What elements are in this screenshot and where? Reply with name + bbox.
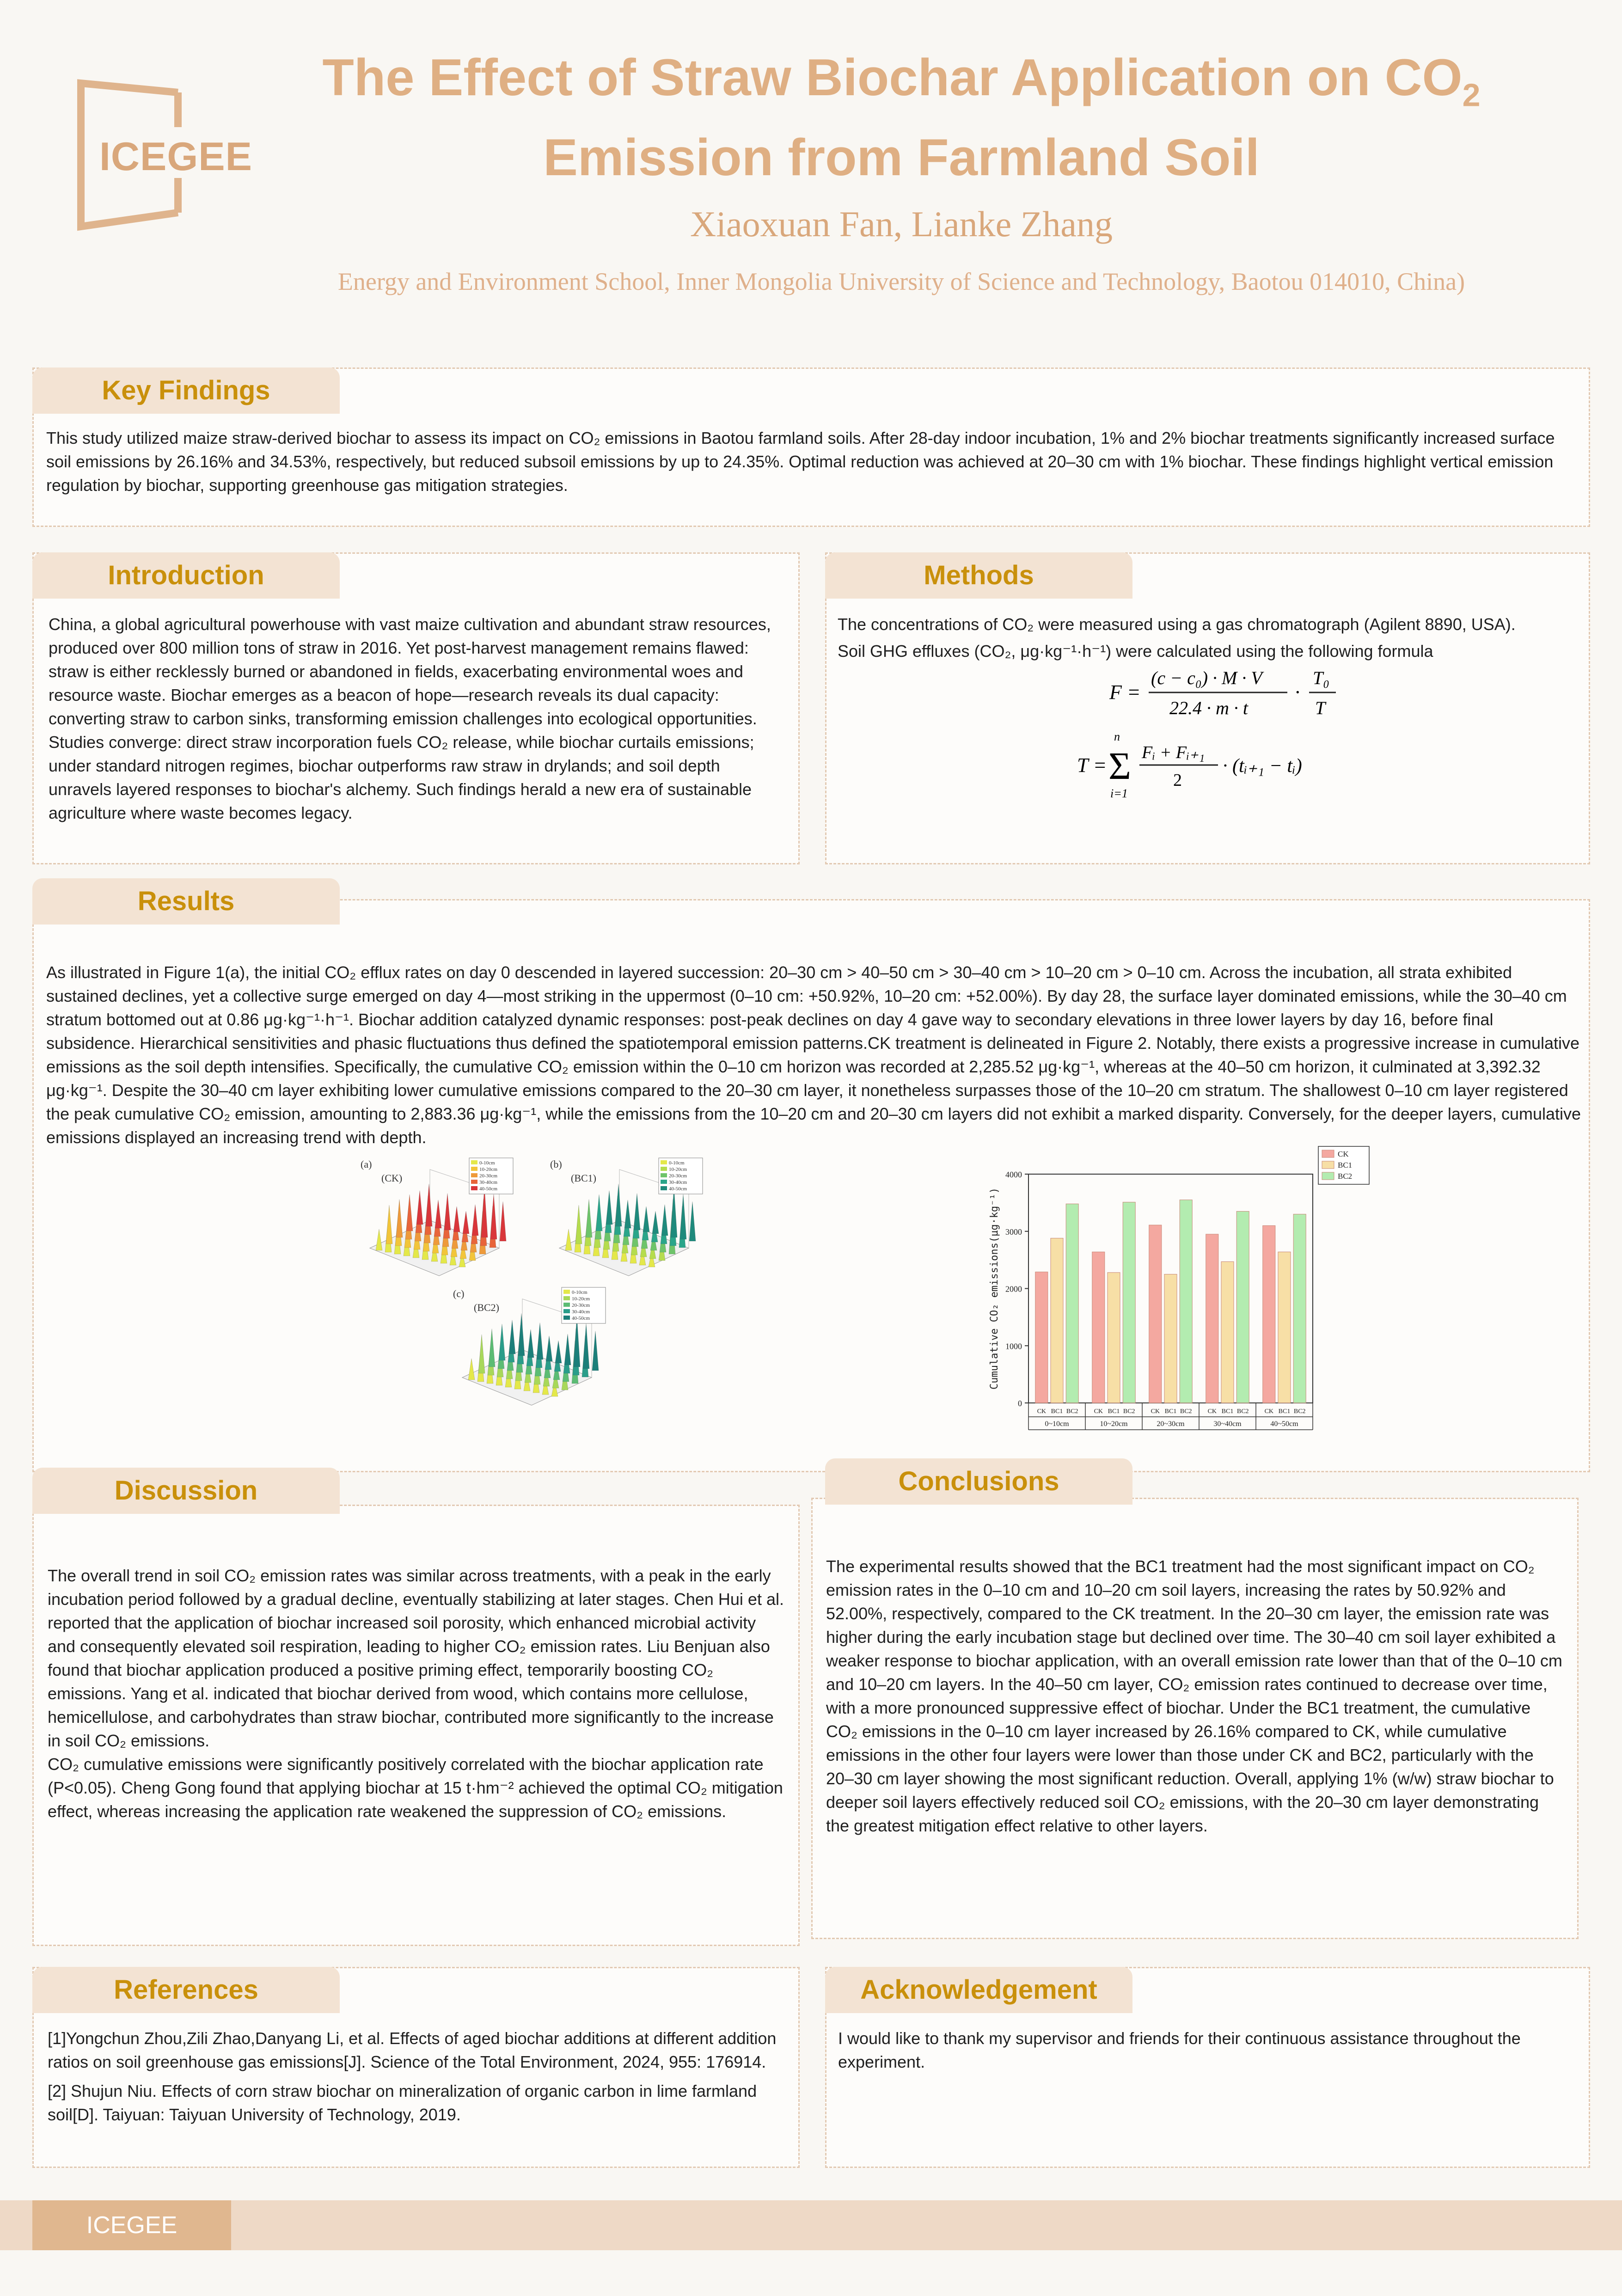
introduction-heading: Introduction <box>32 552 340 599</box>
svg-text:T =: T = <box>1077 754 1107 777</box>
figure-3d-panel <box>550 1158 703 1276</box>
cumulative-formula <box>1068 726 1327 804</box>
svg-text:2: 2 <box>1173 771 1182 790</box>
panel-legend-label: 30-40cm <box>669 1180 687 1185</box>
panel-treatment: (BC1) <box>571 1172 596 1184</box>
emission-peak <box>615 1184 622 1226</box>
bar-treatment-label: BC2 <box>1180 1408 1192 1415</box>
panel-legend-label: 20-30cm <box>669 1173 687 1179</box>
emission-peak <box>416 1191 423 1225</box>
legend-label: BC2 <box>1338 1172 1353 1181</box>
methods-text-1: The concentrations of CO₂ were measured using a gas chromatograph (Agilent 8890, USA). <box>838 615 1516 634</box>
emission-peak <box>478 1335 485 1373</box>
emission-peak <box>468 1359 475 1380</box>
bar-bc1 <box>1221 1261 1234 1403</box>
emission-peak <box>444 1193 451 1230</box>
emission-peak <box>453 1206 460 1232</box>
emission-peak <box>596 1194 602 1231</box>
affiliation: Energy and Environment School, Inner Mongolia University of Science and Technology, Baotou 014010, China) <box>337 268 1465 295</box>
svg-text:Σ: Σ <box>1108 745 1131 788</box>
bar-bc1 <box>1278 1252 1291 1403</box>
emission-peak <box>518 1313 525 1356</box>
emission-peak <box>555 1341 562 1363</box>
bar-bc1 <box>1108 1273 1120 1403</box>
x-category-label: 20~30cm <box>1157 1420 1185 1428</box>
legend-label: CK <box>1338 1150 1349 1158</box>
panel-legend-label: 0-10cm <box>479 1160 495 1166</box>
panel-legend-swatch <box>563 1316 570 1320</box>
bar-ck <box>1206 1234 1218 1403</box>
emission-peak <box>435 1200 441 1228</box>
panel-legend-swatch <box>563 1309 570 1313</box>
bar-treatment-label: CK <box>1094 1408 1103 1415</box>
key-findings-text: This study utilized maize straw-derived biochar to assess its impact on CO₂ emissions in Baotou farmland soils. After 28-day indoor incubation, 1% and 2% biochar treatments significantly increased surface soil emissions by 26.16% and 34.53%, respectively, but reduced subsoil emissions by up to 24.35%. Optimal reduction was achieved at 20–30 cm with 1% biochar. These findings highlight vertical emission regulation by biochar, supporting greenhouse gas mitigation strategies. <box>46 429 1555 495</box>
panel-legend-label: 10-20cm <box>669 1167 687 1172</box>
figure-3d-panel <box>361 1158 513 1276</box>
x-category-label: 10~20cm <box>1100 1420 1128 1428</box>
emission-peak <box>586 1199 592 1237</box>
results-heading: Results <box>32 878 340 925</box>
figure-3d-emission <box>351 1151 687 1447</box>
panel-legend-swatch <box>563 1303 570 1307</box>
y-tick-label: 3000 <box>1005 1227 1022 1237</box>
panel-legend-label: 10-20cm <box>479 1167 498 1172</box>
emission-peak <box>376 1229 382 1250</box>
bar-treatment-label: CK <box>1264 1408 1274 1415</box>
svg-text:·: · <box>1294 681 1301 704</box>
poster-title: The Effect of Straw Biochar Application on $CO_2$ Emission from Farmland Soil <box>322 49 1481 187</box>
references-list <box>48 2027 783 2126</box>
emission-peak <box>661 1205 668 1236</box>
y-tick-label: 4000 <box>1005 1170 1022 1179</box>
panel-legend-label: 30-40cm <box>572 1309 590 1315</box>
footer-bar <box>0 2200 1622 2250</box>
panel-legend-swatch <box>471 1167 477 1171</box>
emission-peak <box>606 1191 612 1225</box>
panel-legend-label: 40-50cm <box>572 1316 590 1321</box>
emission-peak <box>396 1199 403 1237</box>
panel-legend-swatch <box>471 1173 477 1177</box>
y-axis-label: Cumulative CO₂ emissions(μg·kg⁻¹) <box>989 1187 1000 1390</box>
emission-peak <box>624 1200 631 1228</box>
panel-treatment: (BC2) <box>474 1302 499 1313</box>
panel-legend-swatch <box>563 1290 570 1294</box>
x-category-label: 40~50cm <box>1270 1420 1298 1428</box>
panel-tag: (b) <box>550 1158 562 1170</box>
emission-peak <box>386 1205 392 1244</box>
methods-heading: Methods <box>825 552 1132 599</box>
panel-legend-label: 40-50cm <box>479 1186 498 1192</box>
emission-peak <box>463 1211 469 1234</box>
discussion-heading: Discussion <box>32 1468 340 1514</box>
discussion-paragraph-1: The overall trend in soil CO₂ emission rates was similar across treatments, with a peak in the early incubation period followed by a gradual decline, eventually stabilizing at later stages. Chen Hui et al. reported that the application of biochar increased soil porosity, which enhanced microbial activity and consequently elevated soil respiration, leading to higher CO₂ emission rates. Liu Benjuan also found that biochar application produced a positive priming effect, temporarily boosting CO₂ emissions. Yang et al. indicated that biochar derived from wood, which contains more cellulose, hemicellulose, and carbohydrates than straw biochar, contributed more significantly to the increase in soil CO₂ emissions. <box>48 1566 784 1750</box>
key-findings-heading: Key Findings <box>32 367 340 414</box>
logo-text: ICEGEE <box>99 135 252 179</box>
bar-treatment-label: BC2 <box>1066 1408 1078 1415</box>
bar-ck <box>1263 1225 1275 1403</box>
bar-treatment-label: BC1 <box>1164 1408 1177 1415</box>
svg-text:T: T <box>1315 698 1326 718</box>
discussion-paragraph-2: CO₂ cumulative emissions were significantly positively correlated with the biochar application rate (P<0.05). Cheng Gong found that applying biochar at 15 t·hm⁻² achieved the optimal CO₂ mitigation effect, whereas increasing the application rate weakened the suppression of CO₂ emissions. <box>48 1755 783 1821</box>
panel-treatment: (CK) <box>381 1172 403 1184</box>
svg-text:T₀: T₀ <box>1313 667 1330 688</box>
x-category-label: 30~40cm <box>1213 1420 1242 1428</box>
emission-peak <box>564 1334 571 1365</box>
bar-ck <box>1149 1225 1162 1403</box>
emission-peak <box>499 1324 505 1360</box>
methods-text-2: Soil GHG effluxes (CO₂, μg·kg⁻¹·h⁻¹) were calculated using the following formula <box>838 642 1433 661</box>
svg-text:Fᵢ + Fᵢ₊₁: Fᵢ + Fᵢ₊₁ <box>1142 743 1205 762</box>
panel-legend-label: 0-10cm <box>572 1290 588 1295</box>
bar-treatment-label: BC1 <box>1278 1408 1291 1415</box>
bar-bc2 <box>1236 1211 1249 1403</box>
bar-treatment-label: BC1 <box>1051 1408 1063 1415</box>
y-tick-label: 0 <box>1018 1399 1022 1408</box>
x-category-label: 0~10cm <box>1045 1420 1069 1428</box>
emission-peak <box>592 1331 599 1371</box>
emission-peak <box>537 1322 543 1359</box>
panel-legend-swatch <box>661 1160 667 1164</box>
emission-peak <box>652 1211 659 1234</box>
emission-peak <box>500 1201 506 1241</box>
bar-ck <box>1035 1272 1048 1403</box>
panel-legend-label: 0-10cm <box>669 1160 685 1166</box>
legend-swatch <box>1322 1172 1334 1180</box>
emission-peak <box>472 1205 478 1236</box>
svg-text:i=1: i=1 <box>1110 787 1128 800</box>
panel-legend-swatch <box>471 1160 477 1164</box>
emission-peak <box>546 1336 552 1361</box>
emission-peak <box>489 1329 495 1367</box>
emission-peak <box>490 1194 497 1239</box>
bar-treatment-label: BC1 <box>1108 1408 1120 1415</box>
reference-2: [2] Shujun Niu. Effects of corn straw biochar on mineralization of organic carbon in lime farmland soil[D]. Taiyuan: Taiyuan University of Technology, 2019. <box>48 2082 757 2124</box>
panel-legend-swatch <box>661 1167 667 1171</box>
y-tick-label: 2000 <box>1005 1284 1022 1294</box>
introduction-text: China, a global agricultural powerhouse with vast maize cultivation and abundant straw resources, produced over 800 million tons of straw in 2016. Yet post-harvest management remains flawed: straw is either recklessly burned or abandoned in fields, exacerbating environmental woes and resource waste. Biochar emerges as a beacon of hope—research reveals its dual capacity: converting straw to carbon sinks, transforming emission challenges into ecological opportunities. Studies converge: direct straw incorporation fuels CO₂ release, while biochar curtails emissions; under standard nitrogen regimes, biochar outperforms raw straw in drylands; and soil depth unravels layered responses to biochar's alchemy. Such findings herald a new era of sustainable agriculture where waste becomes legacy. <box>49 615 771 822</box>
emission-peak <box>509 1320 515 1354</box>
bar-bc1 <box>1051 1238 1063 1403</box>
bar-treatment-label: CK <box>1037 1408 1047 1415</box>
svg-text:n: n <box>1114 730 1120 743</box>
figure-3d-panel <box>453 1287 606 1405</box>
panel-legend-label: 40-50cm <box>669 1186 687 1192</box>
emission-peak <box>575 1205 582 1244</box>
bar-treatment-label: BC2 <box>1123 1408 1135 1415</box>
discussion-text <box>48 1564 785 1823</box>
bar-bc2 <box>1123 1202 1135 1403</box>
emission-peak <box>426 1184 432 1226</box>
svg-text:F =: F = <box>1109 681 1141 704</box>
emission-peak <box>583 1323 589 1369</box>
panel-tag: (a) <box>361 1158 372 1170</box>
results-text: As illustrated in Figure 1(a), the initial CO₂ efflux rates on day 0 descended in layered succession: 20–30 cm > 40–50 cm > 30–40 cm > 10–20 cm > 0–10 cm. Across the incubation, all strata exhibited sustained declines, yet a collective surge emerged on day 4—most striking in the uppermost (0–10 cm: +50.92%, 10–20 cm: +52.00%). By day 28, the surface layer dominated emissions, while the 30–40 cm stratum bottomed out at 0.86 μg·kg⁻¹·h⁻¹. Biochar addition catalyzed dynamic responses: post-peak declines on day 4 gave way to secondary elevations in three lower layers by day 16, before final subsidence. Hierarchical sensitivities and phasic fluctuations thus defined the spatiotemporal emission patterns.CK treatment is delineated in Figure 2. Notably, there exists a progressive increase in cumulative emissions as the soil depth intensifies. Specifically, the cumulative CO₂ emission within the 0–10 cm horizon was recorded at 2,285.52 μg·kg⁻¹, whereas at the 40–50 cm horizon, it culminated at 3,392.32 μg·kg⁻¹. Despite the 30–40 cm layer exhibiting lower cumulative emissions compared to the 20–30 cm layer, it nonetheless surpasses those of the 10–20 cm stratum. The shallowest 0–10 cm layer registered the peak cumulative CO₂ emission, amounting to 2,883.36 μg·kg⁻¹, while the emissions from the 10–20 cm and 20–30 cm layers did not exhibit a marked disparity. Conversely, for the deeper layers, cumulative emissions displayed an increasing trend with depth. <box>46 963 1581 1147</box>
bar-treatment-label: BC1 <box>1221 1408 1234 1415</box>
authors: Xiaoxuan Fan, Lianke Zhang <box>690 204 1113 244</box>
panel-tag: (c) <box>453 1288 465 1299</box>
legend-swatch <box>1322 1150 1334 1157</box>
acknowledgement-text: I would like to thank my supervisor and friends for their continuous assistance throughout the experiment. <box>838 2029 1521 2071</box>
footer-label: ICEGEE <box>32 2200 231 2250</box>
y-tick-label: 1000 <box>1005 1341 1022 1351</box>
legend-label: BC1 <box>1338 1161 1353 1169</box>
svg-text:(c − c₀) · M · V: (c − c₀) · M · V <box>1151 667 1262 688</box>
panel-legend-label: 10-20cm <box>572 1296 590 1302</box>
svg-text:22.4 · m · t: 22.4 · m · t <box>1169 698 1248 718</box>
panel-legend-swatch <box>471 1180 477 1184</box>
bar-treatment-label: BC2 <box>1293 1408 1306 1415</box>
conclusions-heading: Conclusions <box>825 1458 1132 1505</box>
bar-bc2 <box>1066 1204 1078 1403</box>
bar-treatment-label: BC2 <box>1236 1408 1249 1415</box>
svg-text:· (tᵢ₊₁ − tᵢ): · (tᵢ₊₁ − tᵢ) <box>1223 755 1302 777</box>
bar-ck <box>1092 1252 1105 1403</box>
emission-peak <box>634 1193 640 1230</box>
reference-1: [1]Yongchun Zhou,Zili Zhao,Danyang Li, et al. Effects of aged biochar additions at different addition ratios on soil greenhouse gas emissions[J]. Science of the Total Environment, 2024, 955: 176914. <box>48 2029 777 2071</box>
bar-bc2 <box>1180 1200 1192 1403</box>
panel-legend-label: 20-30cm <box>572 1303 590 1308</box>
emission-peak <box>527 1329 534 1358</box>
bar-treatment-label: CK <box>1151 1408 1160 1415</box>
bar-treatment-label: CK <box>1207 1408 1217 1415</box>
flux-formula <box>1100 656 1359 726</box>
emission-peak <box>643 1206 649 1232</box>
legend-swatch <box>1322 1161 1334 1169</box>
panel-legend-label: 30-40cm <box>479 1180 498 1185</box>
panel-legend-swatch <box>661 1180 667 1184</box>
bar-bc1 <box>1164 1274 1177 1403</box>
acknowledgement-heading: Acknowledgement <box>825 1967 1132 2013</box>
conclusions-text: The experimental results showed that the BC1 treatment had the most significant impact on CO₂ emission rates in the 0–10 cm and 10–20 cm soil layers, increasing the rates by 50.92% and 52.00%, respectively, compared to the CK treatment. In the 20–30 cm layer, the emission rate was higher during the early incubation stage but declined over time. The 30–40 cm soil layer exhibited a weaker response to biochar application, with an overall emission rate lower than that of the 0–10 cm and 10–20 cm layers. In the 40–50 cm layer, CO₂ emission rates continued to decrease over time, with a more pronounced suppressive effect of biochar. Under the BC1 treatment, the cumulative CO₂ emissions in the 0–10 cm layer increased by 26.16% compared to CK, while cumulative emissions in the other four layers were lower than those under CK and BC2, particularly with the 20–30 cm layer showing the most significant reduction. Overall, applying 1% (w/w) straw biochar to deeper soil layers effectively reduced soil CO₂ emissions, with the 20–30 cm layer demonstrating the greatest mitigation effect relative to other layers. <box>826 1557 1562 1835</box>
references-heading: References <box>32 1967 340 2013</box>
panel-legend-swatch <box>471 1186 477 1190</box>
panel-legend-swatch <box>661 1173 667 1177</box>
panel-legend-label: 20-30cm <box>479 1173 498 1179</box>
panel-legend-swatch <box>563 1296 570 1300</box>
emission-peak <box>565 1229 572 1250</box>
panel-legend-swatch <box>661 1186 667 1190</box>
cumulative-emission-chart <box>975 1146 1373 1433</box>
emission-peak <box>406 1194 413 1231</box>
bar-bc2 <box>1293 1214 1306 1403</box>
